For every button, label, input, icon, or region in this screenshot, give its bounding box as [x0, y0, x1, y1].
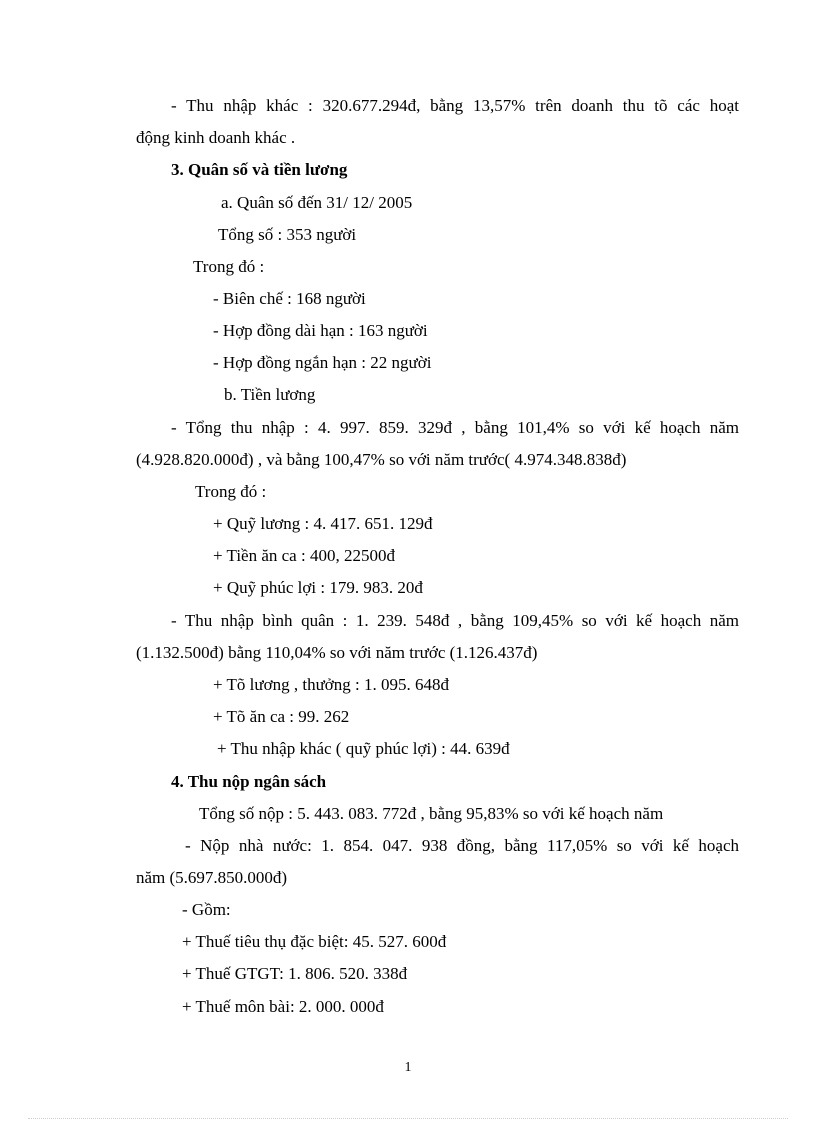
footer-divider	[28, 1118, 788, 1119]
text-line: Trong đó :	[195, 482, 267, 501]
section-heading: 4. Thu nộp ngân sách	[171, 772, 327, 791]
text-line: + Quỹ lương : 4. 417. 651. 129đ	[213, 514, 433, 533]
text-line: + Quỹ phúc lợi : 179. 983. 20đ	[213, 578, 423, 597]
text-line: - Nộp nhà nước: 1. 854. 047. 938 đồng, bằng 117,05% so với kế hoạch	[185, 836, 739, 855]
text-line: - Gồm:	[182, 900, 231, 919]
text-line: (4.928.820.000đ) , và bằng 100,47% so với năm trước( 4.974.348.838đ)	[136, 450, 627, 469]
text-line: năm (5.697.850.000đ)	[136, 868, 288, 887]
text-line: + Thuế môn bài: 2. 000. 000đ	[182, 997, 384, 1016]
text-line: + Tiền ăn ca : 400, 22500đ	[213, 546, 395, 565]
text-line: b. Tiền lương	[224, 385, 316, 404]
text-line: - Thu nhập khác : 320.677.294đ, bằng 13,57% trên doanh thu tõ các hoạt	[171, 96, 739, 115]
text-line: Trong đó :	[193, 257, 265, 276]
text-line: Tổng số nộp : 5. 443. 083. 772đ , bằng 95,83% so với kế hoạch năm	[199, 804, 664, 823]
text-line: - Hợp đồng dài hạn : 163 người	[213, 321, 428, 340]
text-line: - Hợp đồng ngắn hạn : 22 người	[213, 353, 432, 372]
text-line: + Tõ ăn ca : 99. 262	[213, 707, 350, 726]
section-heading: 3. Quân số và tiền lương	[171, 160, 348, 179]
text-line: - Tổng thu nhập : 4. 997. 859. 329đ , bằng 101,4% so với kế hoạch năm	[171, 418, 739, 437]
text-line: (1.132.500đ) bằng 110,04% so với năm trước (1.126.437đ)	[136, 643, 538, 662]
text-line: Tổng số : 353 người	[218, 225, 357, 244]
text-line: + Thuế tiêu thụ đặc biệt: 45. 527. 600đ	[182, 932, 447, 951]
text-line: a. Quân số đến 31/ 12/ 2005	[221, 193, 413, 212]
text-line: + Thu nhập khác ( quỹ phúc lợi) : 44. 639đ	[217, 739, 510, 758]
text-line: + Thuế GTGT: 1. 806. 520. 338đ	[182, 964, 408, 983]
text-line: - Biên chế : 168 người	[213, 289, 366, 308]
text-line: - Thu nhập bình quân : 1. 239. 548đ , bằng 109,45% so với kế hoạch năm	[171, 611, 739, 630]
page-number: 1	[404, 1060, 412, 1075]
text-line: + Tõ lương , thưởng : 1. 095. 648đ	[213, 675, 449, 694]
text-line: động kinh doanh khác .	[136, 128, 296, 147]
